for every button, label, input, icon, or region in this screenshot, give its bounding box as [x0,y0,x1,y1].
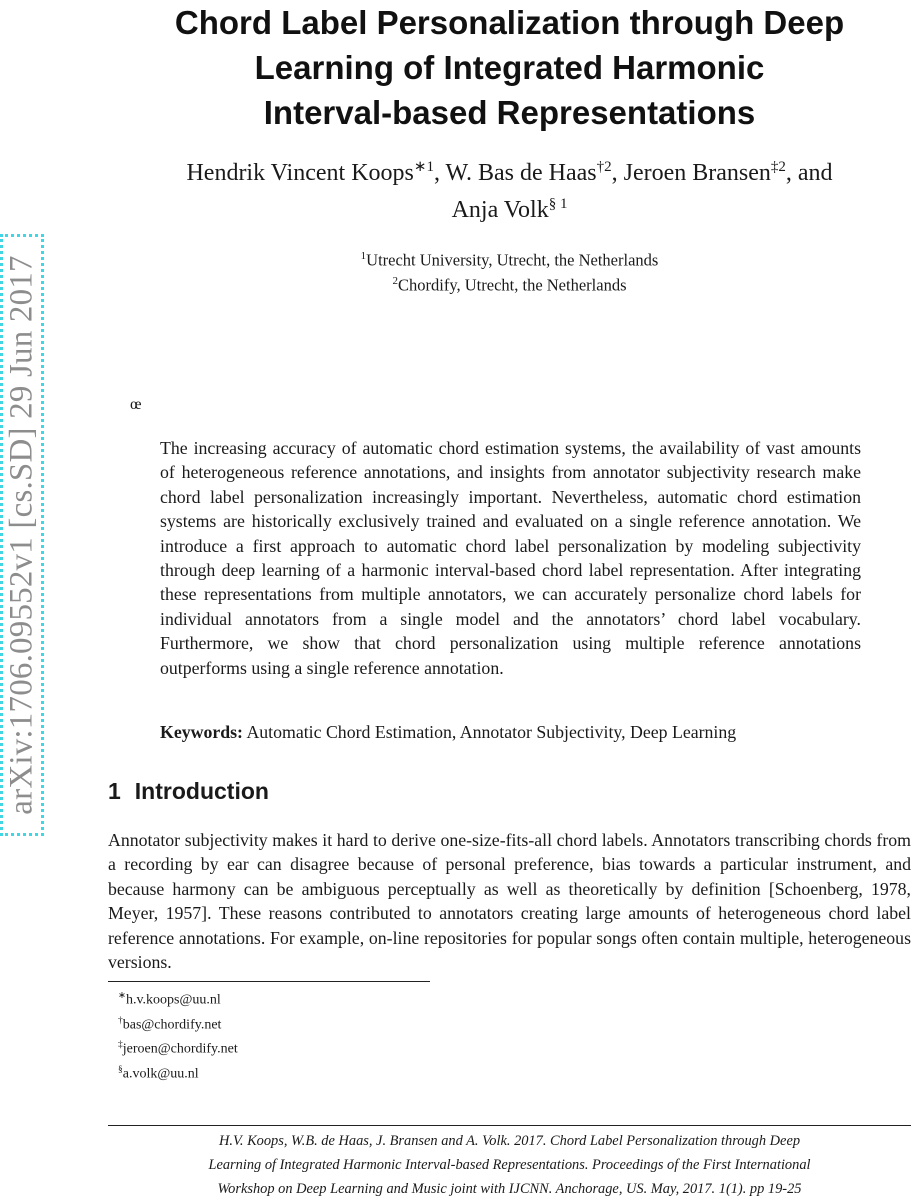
author-de-haas: , W. Bas de Haas [433,160,597,186]
author-de-haas-mark: †2 [596,159,612,175]
section-number: 1 [108,778,121,804]
author-bransen: , Jeroen Bransen [611,160,771,186]
footnote-email: bas@chordify.net [122,1017,222,1033]
intro-paragraph: Annotator subjectivity makes it hard to derive one-size-fits-all chord labels. Annotators transcribing chords from a recording by ear can disagree because of personal preference, bias towards a particular instrument, and because harmony can be ambiguous perceptually as well as theoretically by definition [Schoenberg, 1978, Meyer, 1957]. These reasons contributed to annotators creating large amounts of heterogeneous chord label reference annotations. For example, on-line repositories for popular songs often contain multiple, heterogeneous versions. [108,830,911,973]
abstract-marker: œ [130,396,142,413]
footnote-email: a.volk@uu.nl [122,1066,199,1082]
author-bransen-mark: ‡2 [770,159,786,175]
keywords-text: Automatic Chord Estimation, Annotator Subjectivity, Deep Learning [246,722,737,742]
footnote-mark: § [118,1064,123,1075]
citation-rule [108,1125,911,1126]
author-volk: Anja Volk [451,197,549,223]
title-line-2: Learning of Integrated Harmonic [254,49,765,86]
affiliation-text: Utrecht University, Utrecht, the Netherlands [366,250,659,270]
keywords-label: Keywords: [160,722,243,742]
footnote-email: jeroen@chordify.net [122,1041,238,1057]
abstract: The increasing accuracy of automatic chord estimation systems, the availability of vast amounts of heterogeneous reference annotations, and insights from annotator subjectivity research make chord label personalization increasingly important. Nevertheless, automatic chord estimation systems are historically exclusively trained and evaluated on a single reference annotation. We introduce a first approach to automatic chord label personalization by modeling subjectivity through deep learning of a harmonic interval-based chord label representation. After integrating these representations from multiple annotators, we can accurately personalize chord labels for individual annotators from a single model and the annotators’ chord label vocabulary. Furthermore, we show that chord personalization using multiple reference annotations outperforms using a single reference annotation. [160,438,861,678]
affiliation-mark: 1 [360,250,367,262]
section-title: Introduction [134,778,269,804]
citation-line-1: H.V. Koops, W.B. de Haas, J. Bransen and A. Volk. 2017. Chord Label Personalization through Deep [218,1133,801,1149]
author-koops: Hendrik Vincent Koops [186,160,414,186]
title-line-3: Interval-based Representations [263,94,756,131]
paper-title [108,0,911,135]
author-koops-mark: ∗1 [413,159,434,175]
section-heading-introduction [108,778,269,805]
citation-block [108,1129,911,1201]
affiliation-mark: 2 [392,274,398,287]
footnote-mark: ‡ [118,1040,123,1051]
footnote-de-haas [118,1011,238,1036]
footnote-bransen [118,1035,238,1060]
citation-line-3: Workshop on Deep Learning and Music joint with IJCNN. Anchorage, US. May, 2017. 1(1). pp 19-25 [217,1181,802,1197]
footnote-mark: ∗ [118,991,126,1001]
footnote-rule [108,981,430,982]
footnote-mark: † [118,1015,123,1026]
affiliation-utrecht [108,246,911,271]
author-list [108,152,911,226]
citation-line-2: Learning of Integrated Harmonic Interval-based Representations. Proceedings of the First International [208,1157,811,1173]
title-line-1: Chord Label Personalization through Deep [174,4,845,41]
arxiv-stamp [2,236,42,834]
arxiv-identifier: arXiv:1706.09552v1 [cs.SD] 29 Jun 2017 [3,255,40,815]
affiliation-text: Chordify, Utrecht, the Netherlands [398,275,627,294]
author-volk-mark: § 1 [548,196,568,212]
author-and: , and [785,160,833,186]
affiliation-chordify [108,271,911,296]
footnote-volk [118,1060,238,1085]
keywords [160,722,880,743]
affiliation-list [108,246,911,295]
footnote-list [118,986,238,1085]
footnote-email: h.v.koops@uu.nl [125,992,221,1008]
footnote-koops [118,986,238,1011]
